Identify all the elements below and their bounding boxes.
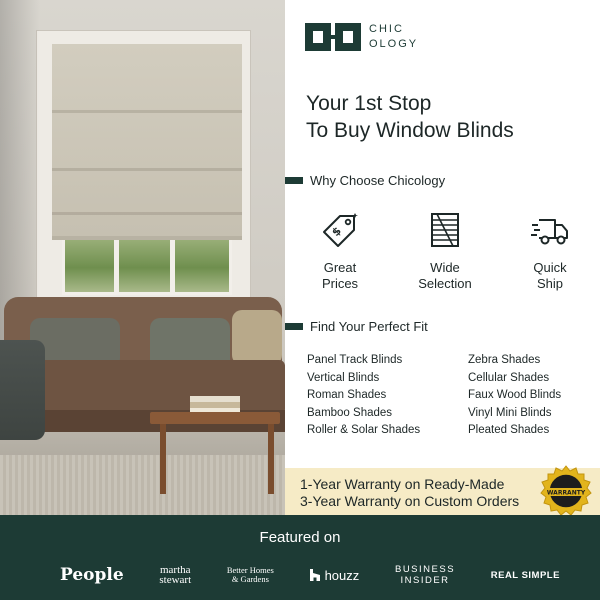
headline-line-1: Your 1st Stop [306, 92, 432, 115]
warranty-line-1: 1-Year Warranty on Ready-Made [300, 476, 505, 492]
table-leg [160, 424, 166, 494]
product-type-item[interactable]: Cellular Shades [468, 371, 550, 384]
people-logo: People [60, 565, 124, 585]
throw-blanket [0, 340, 45, 440]
feature-wide-selection [405, 210, 485, 292]
shade-fold [52, 168, 242, 171]
product-type-item[interactable]: Roman Shades [307, 389, 387, 401]
houzz-logo [310, 568, 360, 583]
feature-label [533, 260, 566, 292]
delivery-truck-icon [530, 210, 570, 250]
why-section-title: Why Choose Chicology [310, 172, 446, 188]
martha-stewart-logo-line: stewart [159, 574, 192, 586]
product-type-item[interactable]: Vinyl Mini Blinds [468, 406, 552, 419]
real-simple-logo: REAL SIMPLE [490, 569, 560, 581]
feature-label [418, 260, 471, 292]
product-type-item[interactable]: Bamboo Shades [307, 406, 393, 419]
martha-stewart-logo [159, 565, 191, 585]
houzz-logo-text: houzz [324, 567, 360, 583]
blinds-icon [425, 210, 465, 250]
feature-label-line: Selection [418, 276, 472, 291]
feature-label-line: Ship [536, 276, 563, 291]
fit-section-title: Find Your Perfect Fit [310, 318, 428, 334]
product-type-item[interactable]: Zebra Shades [468, 354, 541, 366]
price-tag-icon [320, 210, 360, 250]
logo-mark-icon [305, 23, 361, 51]
product-type-item[interactable]: Panel Track Blinds [307, 354, 403, 366]
shade-fold [52, 212, 242, 215]
logo-line-1: CHIC [369, 23, 404, 35]
svg-text:$: $ [329, 224, 344, 239]
shade-fold [52, 110, 242, 113]
feature-list [300, 210, 590, 292]
product-type-item[interactable]: Roller & Solar Shades [307, 424, 421, 436]
business-insider-logo-line: INSIDER [400, 575, 450, 586]
houzz-mark-icon [310, 569, 320, 581]
feature-label [322, 260, 358, 292]
section-accent-bar [285, 177, 303, 184]
business-insider-logo-line: BUSINESS [394, 564, 456, 575]
martha-stewart-logo-line: martha [159, 564, 191, 576]
business-insider-logo [395, 564, 455, 586]
press-logos [60, 560, 560, 590]
product-type-item[interactable]: Vertical Blinds [307, 371, 380, 384]
why-section-header [285, 171, 445, 189]
feature-label-line: Great [323, 260, 357, 275]
fit-section-header [285, 317, 428, 335]
chicology-logo [305, 22, 418, 52]
bhg-logo-line: & Gardens [231, 574, 269, 584]
coffee-table [150, 412, 280, 424]
product-type-item[interactable]: Faux Wood Blinds [468, 389, 562, 401]
headline-line-2: To Buy Window Blinds [306, 119, 514, 142]
better-homes-gardens-logo [227, 566, 274, 584]
window-mullion [170, 235, 175, 295]
roman-shade [52, 44, 242, 240]
product-type-item[interactable]: Pleated Shades [468, 424, 550, 436]
headline [306, 90, 514, 144]
feature-quick-ship [510, 210, 590, 292]
product-type-list [307, 354, 587, 438]
feature-label-line: Wide [430, 260, 460, 275]
warranty-line-2: 3-Year Warranty on Custom Orders [300, 493, 520, 509]
window-mullion [114, 235, 119, 295]
rug [0, 455, 285, 515]
logo-line-2: OLOGY [369, 38, 419, 50]
window-glass [62, 235, 232, 295]
featured-on-heading: Featured on [259, 529, 341, 546]
bhg-logo-line: Better Homes [226, 565, 274, 575]
seal-text: WARRANTY [546, 489, 586, 497]
warranty-seal-icon [540, 465, 592, 517]
feature-label-line: Prices [321, 276, 359, 291]
product-photo [0, 0, 285, 515]
logo-wordmark [369, 22, 418, 52]
feature-label-line: Quick [533, 260, 567, 275]
section-accent-bar [285, 323, 303, 330]
feature-great-prices [300, 210, 380, 292]
pillow [232, 310, 282, 365]
table-leg [268, 424, 274, 494]
